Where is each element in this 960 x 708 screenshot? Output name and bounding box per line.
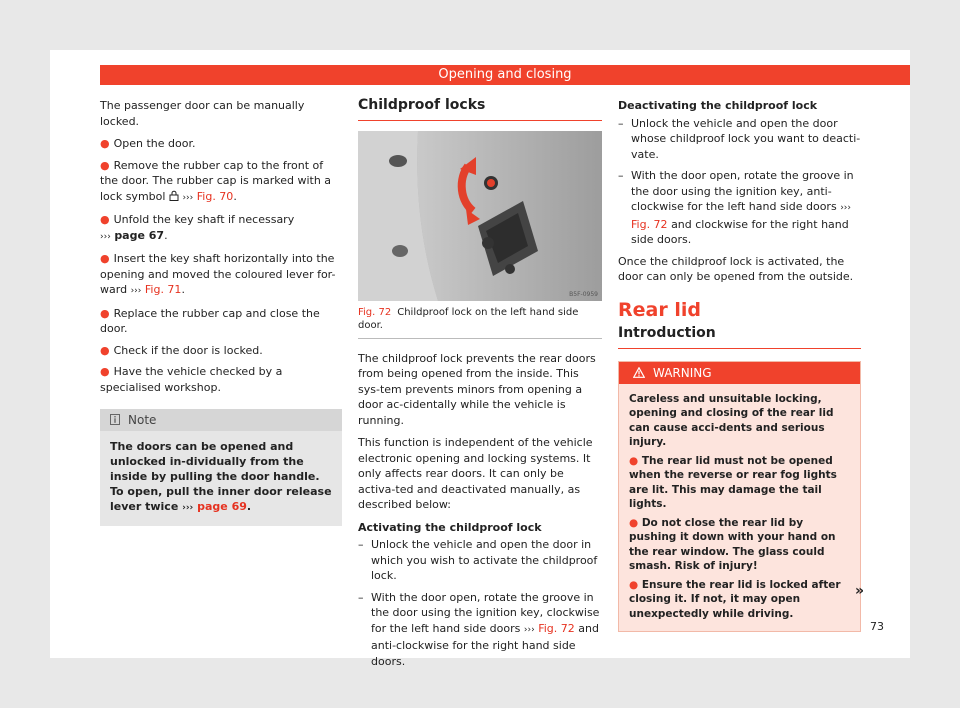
list-item: ● Ensure the rear lid is locked after closing it. If not, it may open unexpectedly while driving.	[629, 578, 841, 620]
note-box	[100, 409, 342, 526]
list-item: ● Do not close the rear lid by pushing it down with your hand on the rear window. The glass could smash. Risk of injury!	[629, 516, 836, 572]
intro-text: The passenger door can be manually locked.	[100, 99, 305, 128]
bullet-icon: ●	[100, 137, 110, 150]
lock-icon	[169, 190, 179, 201]
note-label: Note	[128, 413, 157, 427]
deactivating-title: Deactivating the childproof lock	[618, 99, 818, 112]
fig-71-link[interactable]: Fig. 71	[144, 283, 182, 296]
info-icon	[110, 414, 120, 425]
bullet-icon: ●	[100, 343, 110, 357]
list-item: ● Open the door.	[100, 137, 196, 150]
list-item: ● Check if the door is locked.	[100, 343, 263, 357]
bullet-icon: ●	[629, 454, 642, 467]
figure-code: B5F-0959	[569, 290, 598, 298]
warning-label: WARNING	[653, 365, 712, 380]
list-item: – With the door open, rotate the groove in the door using the ignition key, clockwise for the left hand side doors ››› Fig. 72 and anti-clockwise for the right hand side doors.	[358, 590, 600, 668]
childproof-function-text: This function is independent of the vehicle electronic opening and locking systems. It only affects rear doors. It can only be activa-ted and deactivated manually, as described below:	[358, 436, 593, 511]
reference-arrows: ›››	[182, 192, 194, 203]
warning-triangle-icon	[633, 367, 645, 378]
childproof-lock-figure	[358, 131, 602, 301]
bullet-icon: ●	[100, 252, 110, 265]
section-title-introduction: Introduction	[618, 326, 861, 349]
page-69-link[interactable]: page 69	[197, 500, 247, 513]
reference-arrows: ›››	[100, 231, 111, 242]
continue-mark: »	[855, 583, 865, 599]
rear-lid-title: Rear lid	[618, 298, 701, 321]
door-illustration	[358, 131, 602, 301]
list-item: ● Remove the rubber cap to the front of the door. The rubber cap is marked with a lock symbol ››› Fig. 70.	[100, 158, 332, 203]
list-item: ● The rear lid must not be opened when the reverse or rear fog lights are lit. This may damage the tail lights.	[629, 454, 837, 510]
bullet-icon: ●	[100, 213, 110, 226]
figure-caption: Fig. 72 Childproof lock on the left hand side door.	[358, 306, 602, 339]
warning-box	[618, 361, 861, 633]
list-item: – Unlock the vehicle and open the door in which you wish to activate the childproof lock.	[358, 538, 598, 582]
warning-header	[619, 362, 860, 384]
reference-arrows: ›››	[130, 286, 142, 296]
list-item: – Unlock the vehicle and open the door whose childproof lock you want to deacti-vate.	[618, 116, 861, 161]
list-item: ● Have the vehicle checked by a specialised workshop.	[100, 365, 283, 394]
fig-72-link[interactable]: Fig. 72	[538, 621, 575, 635]
childproof-activated-text: Once the childproof lock is activated, the door can only be opened from the outside.	[618, 254, 854, 283]
reference-arrows: ›››	[523, 624, 535, 635]
list-item: – With the door open, rotate the groove in the door using the ignition key, anti-clockwise for the left hand side doors ››› Fig. 72 and clockwise for the right hand side doors.	[618, 169, 854, 246]
bullet-icon: ●	[629, 516, 642, 529]
list-item: ● Unfold the key shaft if necessary ››› page 67.	[100, 213, 295, 242]
page-67-link[interactable]: page 67	[114, 228, 165, 242]
note-header	[100, 409, 342, 431]
warning-intro: Careless and unsuitable locking, opening and closing of the rear lid can cause acci-dents and serious injury.	[629, 392, 834, 448]
right-column	[618, 98, 861, 632]
figure-label: Fig. 72	[358, 306, 392, 318]
bullet-icon: ●	[100, 306, 110, 320]
fig-70-link[interactable]: Fig. 70	[196, 189, 234, 203]
warning-body	[619, 384, 860, 632]
note-body: The doors can be opened and unlocked in-dividually from the inside by pulling the door handle. To open, pull the inner door release lever twice ››› page 69.	[110, 440, 332, 513]
page-header-title: Opening and closing	[100, 65, 910, 85]
bullet-icon: ●	[629, 578, 642, 591]
bullet-icon: ●	[100, 158, 110, 172]
section-title-childproof-locks: Childproof locks	[358, 98, 602, 121]
reference-arrows: ›››	[840, 203, 851, 213]
middle-column	[358, 98, 602, 675]
fig-72-link[interactable]: Fig. 72	[631, 217, 668, 231]
activating-title: Activating the childproof lock	[358, 520, 542, 534]
left-column	[100, 98, 342, 526]
reference-arrows: ›››	[182, 503, 194, 513]
list-item: ● Replace the rubber cap and close the door.	[100, 306, 320, 335]
list-item: ● Insert the key shaft horizontally into the opening and moved the coloured lever for-ward ››› Fig. 71.	[100, 252, 336, 296]
page-number: 73	[870, 620, 884, 633]
bullet-icon: ●	[100, 365, 110, 378]
page	[50, 50, 910, 668]
childproof-description: The childproof lock prevents the rear doors from being opened from the inside. This sys-tem prevents minors from opening a door ac-cidentally while the vehicle is running.	[358, 351, 596, 427]
